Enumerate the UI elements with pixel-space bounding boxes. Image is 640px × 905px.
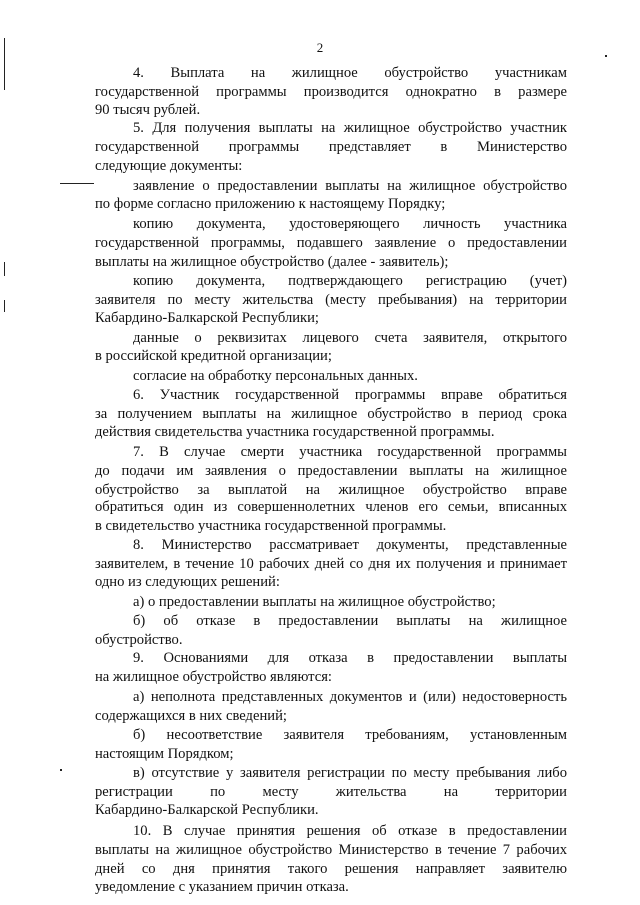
text-line: до подачи им заявления о предоставлении выплаты на жилищное xyxy=(95,463,567,479)
text-line: заявителем, в течение 10 рабочих дней со дня их получения и принимает xyxy=(95,556,567,572)
text-line: согласие на обработку персональных данных. xyxy=(133,368,418,384)
text-line: одно из следующих решений: xyxy=(95,574,280,590)
text-line: Кабардино-Балкарской Республики. xyxy=(95,802,319,818)
text-line: регистрации по месту жительства на территории xyxy=(95,784,567,800)
text-line: обустройство. xyxy=(95,632,183,648)
text-line: выплаты на жилищное обустройство Министерство в течение 7 рабочих xyxy=(95,842,567,858)
scan-dash xyxy=(60,183,94,184)
scan-dot xyxy=(60,769,62,771)
text-line: Кабардино-Балкарской Республики; xyxy=(95,310,319,326)
text-line: настоящим Порядком; xyxy=(95,746,234,762)
text-line: государственной программы представляет в Министерство xyxy=(95,139,567,155)
text-line: 7. В случае смерти участника государственной программы xyxy=(133,444,567,460)
page-number: 2 xyxy=(316,40,324,55)
text-line: копию документа, подтверждающего регистрацию (учет) xyxy=(133,273,567,289)
text-line: 4. Выплата на жилищное обустройство участникам xyxy=(133,65,567,81)
text-line: государственной программы производится однократно в размере xyxy=(95,84,567,100)
text-line: государственной программы, подавшего заявление о предоставлении xyxy=(95,235,567,251)
text-line: обустройство за выплатой на жилищное обустройство вправе xyxy=(95,482,567,498)
text-line: в российской кредитной организации; xyxy=(95,348,332,364)
scan-mark-left-mid xyxy=(4,262,5,276)
text-line: уведомление с указанием причин отказа. xyxy=(95,879,349,895)
text-line: по форме согласно приложению к настоящему Порядку; xyxy=(95,196,446,212)
text-line: в свидетельство участника государственной программы. xyxy=(95,518,447,534)
text-line: в) отсутствие у заявителя регистрации по месту пребывания либо xyxy=(133,765,567,781)
text-line: 5. Для получения выплаты на жилищное обустройство участник xyxy=(133,120,567,136)
scan-mark-left-low xyxy=(4,300,5,312)
text-line: 6. Участник государственной программы вправе обратиться xyxy=(133,387,567,403)
text-line: заявителя по месту жительства (месту пребывания) на территории xyxy=(95,292,567,308)
text-line: действия свидетельства участника государственной программы. xyxy=(95,424,495,440)
text-line: 10. В случае принятия решения об отказе в предоставлении xyxy=(133,823,567,839)
scan-dot-right xyxy=(605,55,607,57)
text-line: содержащихся в них сведений; xyxy=(95,708,287,724)
text-line: за получением выплаты на жилищное обустройство в период срока xyxy=(95,406,567,422)
text-line: данные о реквизитах лицевого счета заявителя, открытого xyxy=(133,330,567,346)
text-line: 90 тысяч рублей. xyxy=(95,102,201,118)
text-line: б) несоответствие заявителя требованиям, установленным xyxy=(133,727,567,743)
text-line: б) об отказе в предоставлении выплаты на жилищное xyxy=(133,613,567,629)
text-line: 8. Министерство рассматривает документы, представленные xyxy=(133,537,567,553)
text-line: копию документа, удостоверяющего личность участника xyxy=(133,216,567,232)
text-line: заявление о предоставлении выплаты на жилищное обустройство xyxy=(133,178,567,194)
text-line: а) неполнота представленных документов и (или) недостоверность xyxy=(133,689,567,705)
text-line: дней со дня принятия такого решения направляет заявителю xyxy=(95,861,567,877)
text-line: 9. Основаниями для отказа в предоставлении выплаты xyxy=(133,650,567,666)
text-line: выплаты на жилищное обустройство (далее - заявитель); xyxy=(95,254,449,270)
text-line: следующие документы: xyxy=(95,158,243,174)
scan-mark-left-top xyxy=(4,38,5,90)
text-line: на жилищное обустройство являются: xyxy=(95,669,332,685)
text-line: обратиться один из совершеннолетних членов его семьи, вписанных xyxy=(95,499,567,515)
text-line: а) о предоставлении выплаты на жилищное обустройство; xyxy=(133,594,496,610)
